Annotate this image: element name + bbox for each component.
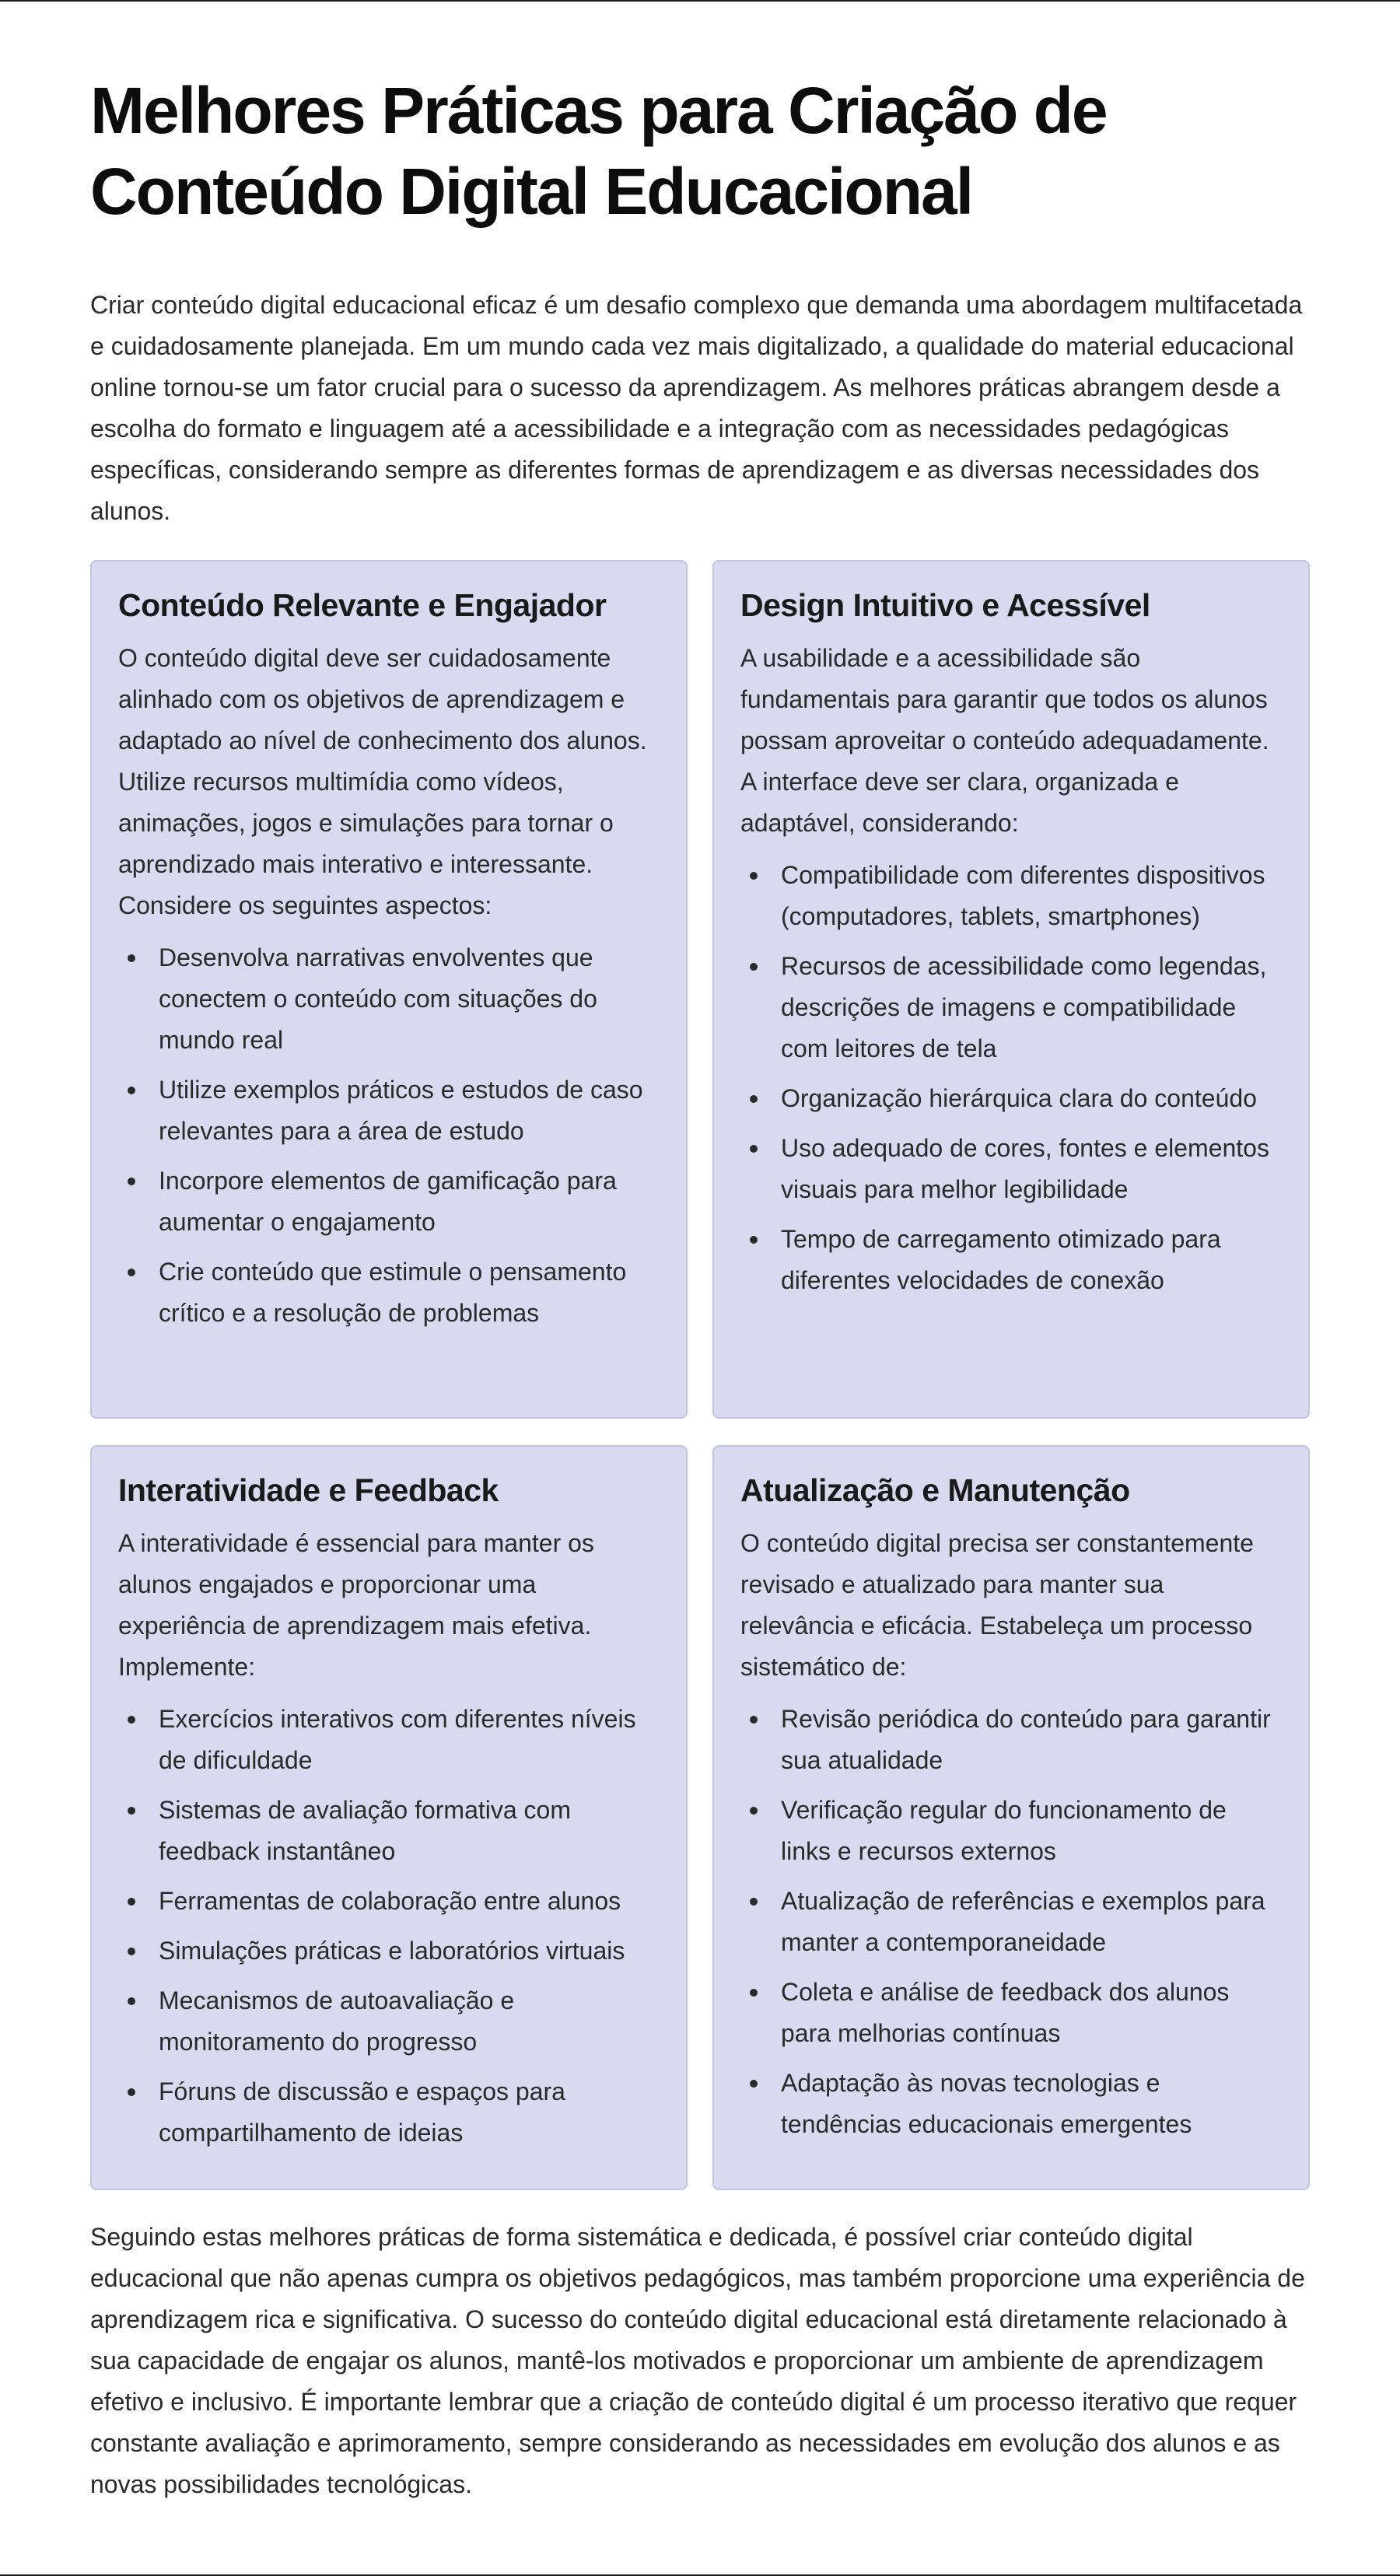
list-item: Simulações práticas e laboratórios virtuais — [159, 1930, 660, 1972]
list-item: Crie conteúdo que estimule o pensamento crítico e a resolução de problemas — [159, 1251, 660, 1334]
card-heading: Conteúdo Relevante e Engajador — [118, 587, 607, 623]
conclusion-paragraph: Seguindo estas melhores práticas de forma sistemática e dedicada, é possível criar conteúdo digital educacional que não apenas cumpra os objetivos pedagógicos, mas também proporcione uma experiência de aprendizagem rica e significativa. O sucesso do conteúdo digital educacional está diretamente relacionado à sua capacidade de engajar os alunos, mantê-los motivados e proporcionar um ambiente de aprendizagem efetivo e inclusivo. É importante lembrar que a criação de conteúdo digital é um processo iterativo que requer constante avaliação e aprimoramento, sempre considerando as necessidades em evolução dos alunos e as novas possibilidades tecnológicas. — [90, 2223, 1305, 2498]
card-design-accessibility — [712, 560, 1310, 1419]
card-text: O conteúdo digital deve ser cuidadosamente alinhado com os objetivos de aprendizagem e adaptado ao nível de conhecimento dos alunos. Utilize recursos multimídia como vídeos, animações, jogos e simulações para tornar o aprendizado mais interativo e interessante. Considere os seguintes aspectos: — [118, 644, 647, 919]
card-text: A usabilidade e a acessibilidade são fundamentais para garantir que todos os alunos possam aproveitar o conteúdo adequadamente. A interface deve ser clara, organizada e adaptável, considerando: — [740, 644, 1269, 837]
card-list — [118, 937, 660, 1334]
list-item: Ferramentas de colaboração entre alunos — [159, 1881, 660, 1922]
list-item: Verificação regular do funcionamento de links e recursos externos — [781, 1790, 1282, 1872]
intro-paragraph: Criar conteúdo digital educacional eficaz é um desafio complexo que demanda uma abordagem multifacetada e cuidadosamente planejada. Em um mundo cada vez mais digitalizado, a qualidade do material educacional online tornou-se um fator crucial para o sucesso da aprendizagem. As melhores práticas abrangem desde a escolha do formato e linguagem até a acessibilidade e a integração com as necessidades pedagógicas específicas, considerando sempre as diferentes formas de aprendizagem e as diversas necessidades dos alunos. — [90, 291, 1303, 525]
list-item: Exercícios interativos com diferentes níveis de dificuldade — [159, 1699, 660, 1781]
card-heading: Atualização e Manutenção — [740, 1472, 1130, 1508]
card-interactivity-feedback — [90, 1445, 688, 2190]
list-item: Tempo de carregamento otimizado para diferentes velocidades de conexão — [781, 1219, 1282, 1301]
card-update-maintenance — [712, 1445, 1310, 2190]
list-item: Atualização de referências e exemplos para manter a contemporaneidade — [781, 1881, 1282, 1963]
card-heading: Interatividade e Feedback — [118, 1472, 499, 1508]
page-title: Melhores Práticas para Criação de Conteúdo Digital Educacional — [90, 74, 1107, 228]
list-item: Sistemas de avaliação formativa com feedback instantâneo — [159, 1790, 660, 1872]
card-list — [118, 1699, 660, 2154]
list-item: Mecanismos de autoavaliação e monitoramento do progresso — [159, 1980, 660, 2063]
list-item: Incorpore elementos de gamificação para aumentar o engajamento — [159, 1160, 660, 1243]
list-item: Compatibilidade com diferentes dispositivos (computadores, tablets, smartphones) — [781, 855, 1282, 937]
list-item: Organização hierárquica clara do conteúdo — [781, 1078, 1282, 1119]
list-item: Revisão periódica do conteúdo para garantir sua atualidade — [781, 1699, 1282, 1781]
list-item: Desenvolva narrativas envolventes que conectem o conteúdo com situações do mundo real — [159, 937, 660, 1061]
list-item: Fóruns de discussão e espaços para compartilhamento de ideias — [159, 2071, 660, 2154]
list-item: Uso adequado de cores, fontes e elementos visuais para melhor legibilidade — [781, 1128, 1282, 1210]
card-text: O conteúdo digital precisa ser constantemente revisado e atualizado para manter sua relevância e eficácia. Estabeleça um processo sistemático de: — [740, 1529, 1254, 1681]
list-item: Recursos de acessibilidade como legendas, descrições de imagens e compatibilidade com leitores de tela — [781, 946, 1282, 1069]
list-item: Adaptação às novas tecnologias e tendências educacionais emergentes — [781, 2063, 1282, 2145]
card-list — [740, 855, 1282, 1301]
card-text: A interatividade é essencial para manter os alunos engajados e proporcionar uma experiência de aprendizagem mais efetiva. Implemente: — [118, 1529, 594, 1681]
list-item: Utilize exemplos práticos e estudos de caso relevantes para a área de estudo — [159, 1069, 660, 1152]
card-list — [740, 1699, 1282, 2145]
card-relevant-content — [90, 560, 688, 1419]
list-item: Coleta e análise de feedback dos alunos para melhorias contínuas — [781, 1972, 1282, 2054]
card-heading: Design Intuitivo e Acessível — [740, 587, 1150, 623]
